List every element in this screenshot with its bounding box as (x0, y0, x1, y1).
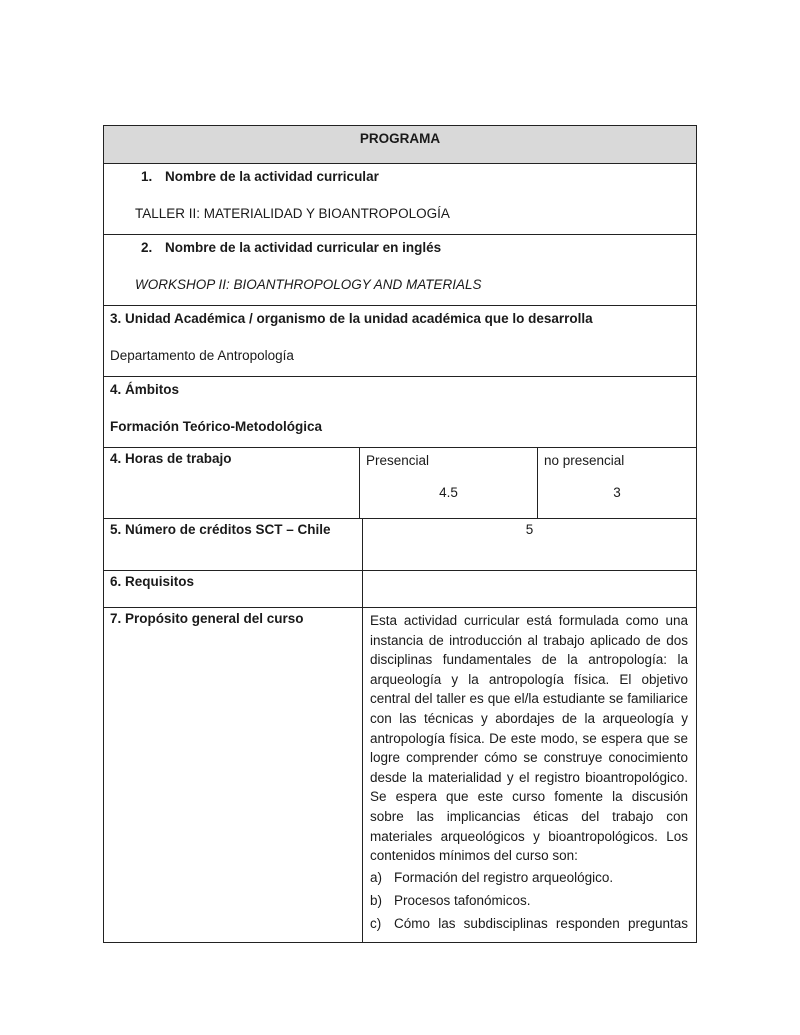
presencial-label: Presencial (366, 453, 430, 468)
no-presencial-value: 3 (613, 485, 621, 500)
list-item: c) Cómo las subdisciplinas responden preguntas (370, 915, 688, 931)
hours-no-presencial (537, 448, 696, 518)
presencial-value: 4.5 (439, 485, 458, 500)
credits-value: 5 (362, 519, 696, 570)
section-requirements (104, 570, 696, 607)
section-1-value: TALLER II: MATERIALIDAD Y BIOANTROPOLOGÍA (135, 206, 450, 221)
purpose-label: 7. Propósito general del curso (110, 611, 304, 626)
section-credits (104, 518, 696, 570)
section-scopes (104, 376, 696, 447)
list-item: a) Formación del registro arqueológico. (370, 869, 614, 885)
section-3-value: Departamento de Antropología (110, 348, 294, 363)
section-1-heading: 1. Nombre de la actividad curricular (141, 169, 379, 184)
requirements-label: 6. Requisitos (110, 574, 195, 589)
section-2-heading: 2. Nombre de la actividad curricular en inglés (141, 240, 442, 255)
hours-presencial (359, 448, 537, 518)
header-title: PROGRAMA (359, 131, 441, 146)
section-4-heading: 4. Ámbitos (110, 382, 180, 397)
hours-label: 4. Horas de trabajo (110, 451, 232, 466)
section-2-value: WORKSHOP II: BIOANTHROPOLOGY AND MATERIALS (135, 277, 482, 292)
no-presencial-label: no presencial (544, 453, 625, 468)
list-item: b) Procesos tafonómicos. (370, 892, 531, 908)
program-table (103, 125, 697, 943)
section-academic-unit (104, 305, 696, 376)
section-activity-name-english (104, 234, 696, 305)
section-course-purpose (104, 607, 696, 942)
section-4-value: Formación Teórico-Metodológica (110, 419, 323, 434)
section-activity-name (104, 163, 696, 234)
credits-label: 5. Número de créditos SCT – Chile (110, 522, 331, 537)
purpose-paragraph: Esta actividad curricular está formulada como una instancia de introducción al trabajo aplicado de dos disciplinas fundamentales de la antropología: la arqueología y la antropología física. El objetivo central del taller es que el/la estudiante se familiarice con las técnicas y abordajes de la arqueología y antropología física. De este modo, se espera que se logre comprender cómo se construye conocimiento desde la materialidad y el registro bioantropológico. Se espera que este curso fomente la discusión sobre las implicancias éticas del trabajo con materiales arqueológicos y bioantropológicos. Los contenidos mínimos del curso son: (370, 613, 688, 864)
requirements-value (362, 571, 696, 607)
section-3-heading: 3. Unidad Académica / organismo de la unidad académica que lo desarrolla (110, 311, 593, 326)
section-work-hours (104, 447, 696, 518)
table-header (104, 126, 696, 163)
purpose-content (362, 608, 696, 942)
